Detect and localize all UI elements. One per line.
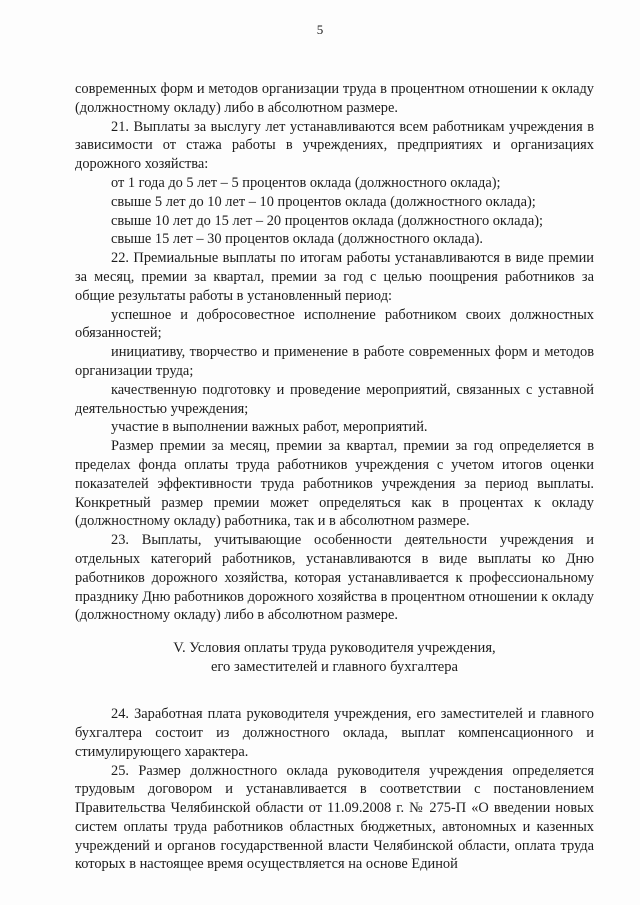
paragraph-25: 25. Размер должностного оклада руководителя учреждения определяется трудовым договором и устанавливается в соответствии с постановлением Правительства Челябинской области от 11.09.2008 г. № 275-П «О введении новых систем оплаты труда работников областных бюджетных, автономных и казенных учреждений и органов государственной власти Челябинской области, оплата труда которых в настоящее время осуществляется на основе Единой [75, 762, 594, 873]
list-item-seniority-4: свыше 15 лет – 30 процентов оклада (должностного оклада). [111, 231, 484, 248]
page-number: 5 [316, 22, 324, 37]
section-heading-line-2: его заместителей и главного бухгалтера [210, 659, 459, 676]
list-item-bonus-3: качественную подготовку и проведение мероприятий, связанных с уставной деятельностью учреждения; [75, 381, 594, 417]
paragraph-23: 23. Выплаты, учитывающие особенности деятельности учреждения и отдельных категорий работников, устанавливаются в виде выплаты ко Дню работников дорожного хозяйства, которая устанавливается к профессиональному празднику Дню работников дорожного хозяйства в процентном отношении к окладу (должностному окладу) либо в абсолютном размере. [75, 532, 594, 624]
paragraph-bonus-size: Размер премии за месяц, премии за квартал, премии за год определяется в пределах фонда оплаты труда работников учреждения с учетом итогов оценки показателей эффективности труда работников учреждения за период выплаты. Конкретный размер премии может определяться как в процентах к окладу (должностному окладу) работника, так и в абсолютном размере. [75, 438, 594, 530]
paragraph-22: 22. Премиальные выплаты по итогам работы устанавливаются в виде премии за месяц, премии за квартал, премии за год с целью поощрения работников за общие результаты работы в установленный период: [75, 250, 594, 304]
paragraph-continuation: современных форм и методов организации труда в процентном отношении к окладу (должностному окладу) либо в абсолютном размере. [75, 81, 594, 116]
section-heading [75, 639, 594, 677]
document-body [75, 80, 594, 874]
section-heading-line-1: V. Условия оплаты труда руководителя учреждения, [173, 640, 496, 657]
list-item-bonus-4: участие в выполнении важных работ, мероприятий. [111, 419, 428, 436]
list-item-seniority-3: свыше 10 лет до 15 лет – 20 процентов оклада (должностного оклада); [111, 212, 543, 229]
list-item-bonus-1: успешное и добросовестное исполнение работником своих должностных обязанностей; [75, 306, 594, 342]
list-item-bonus-2: инициативу, творчество и применение в работе современных форм и методов организации труда; [75, 344, 594, 379]
list-item-seniority-2: свыше 5 лет до 10 лет – 10 процентов оклада (должностного оклада); [111, 193, 536, 210]
paragraph-24: 24. Заработная плата руководителя учреждения, его заместителей и главного бухгалтера состоит из должностного оклада, выплат компенсационного и стимулирующего характера. [75, 706, 594, 760]
list-item-seniority-1: от 1 года до 5 лет – 5 процентов оклада (должностного оклада); [111, 174, 501, 191]
paragraph-21: 21. Выплаты за выслугу лет устанавливаются всем работникам учреждения в зависимости от стажа работы в учреждениях, предприятиях и организациях дорожного хозяйства: [75, 118, 594, 173]
